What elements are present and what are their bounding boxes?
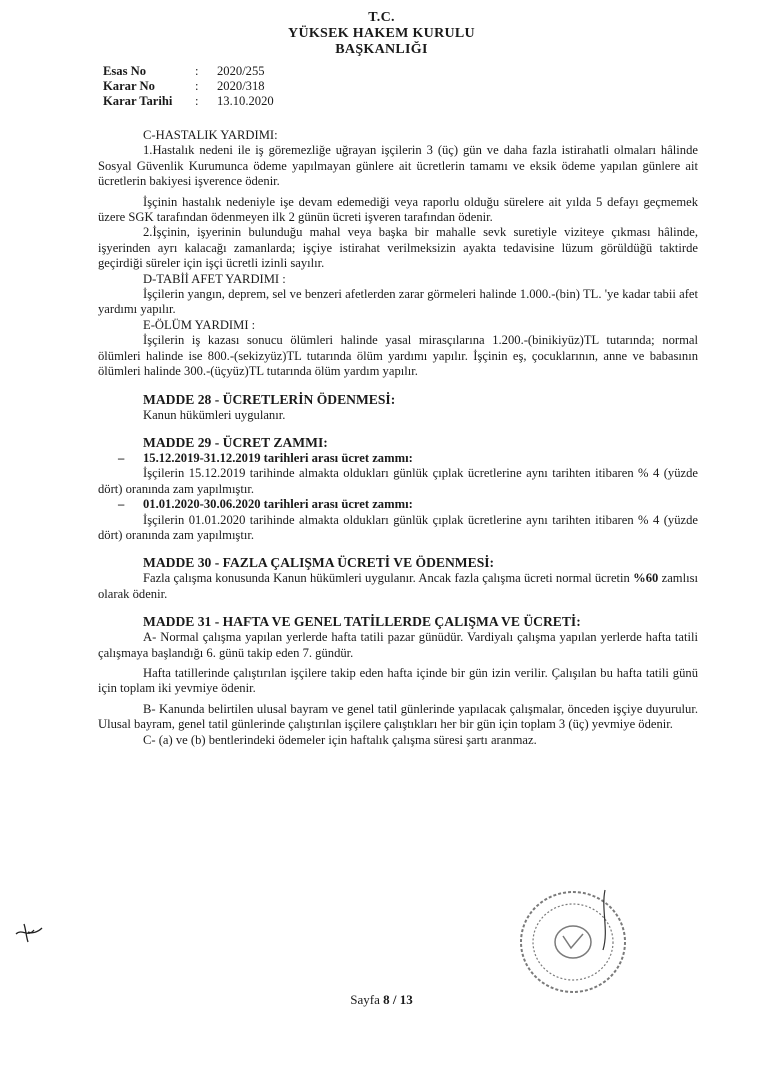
text-bold: %60 xyxy=(633,571,659,586)
meta-sep: : xyxy=(195,64,199,78)
paragraph: İşçinin hastalık nedeniyle işe devam edemediği veya raporlu olduğu sürelere ait yılda 5 defayı geçmemek üzere SGK tarafından ödenmeyen ilk 2 günün ücreti işveren tarafından ödenir. xyxy=(98,194,698,225)
header-tc: T.C. xyxy=(368,10,395,25)
case-meta xyxy=(103,64,274,109)
article-title-31: MADDE 31 - HAFTA VE GENEL TATİLLERDE ÇALIŞMA VE ÜCRETİ: xyxy=(143,614,581,630)
item-heading: 01.01.2020-30.06.2020 tarihleri arası ücret zammı: xyxy=(143,497,413,512)
meta-value: 2020/255 xyxy=(217,64,265,78)
text-part: Fazla çalışma konusunda Kanun hükümleri uygulanır. Ancak fazla çalışma ücreti normal ücretin xyxy=(143,571,634,586)
document-body xyxy=(98,128,698,748)
article-title-29: MADDE 29 - ÜCRET ZAMMI: xyxy=(143,434,328,450)
section-heading-e: E-ÖLÜM YARDIMI : xyxy=(143,317,256,332)
paragraph: İşçilerin 15.12.2019 tarihinde almakta oldukları günlük çıplak ücretlerine aynı tarihten itibaren % 4 (yüzde dört) oranında zam yapılmıştır. xyxy=(98,466,698,496)
text-part: zamlısı olarak ödenir. xyxy=(98,571,698,601)
page-footer xyxy=(0,992,763,1008)
meta-sep: : xyxy=(195,94,199,108)
article-title-28: MADDE 28 - ÜCRETLERİN ÖDENMESİ: xyxy=(143,391,396,407)
initials-signature-icon xyxy=(14,922,44,944)
list-item xyxy=(98,451,698,466)
meta-value: 2020/318 xyxy=(217,79,265,93)
dash-bullet: – xyxy=(118,450,125,465)
article-title-30: MADDE 30 - FAZLA ÇALIŞMA ÜCRETİ VE ÖDENMESİ: xyxy=(143,555,495,571)
paragraph: Hafta tatillerinde çalıştırılan işçilere takip eden hafta içinde bir gün izin verilir. Çalışılan bu hafta tatili günü için toplam iki yevmiye ödenir. xyxy=(98,665,698,696)
meta-label: Karar Tarihi xyxy=(103,94,173,108)
page-current: 8 xyxy=(383,992,390,1007)
meta-row-tarih xyxy=(103,94,274,109)
item-heading: 15.12.2019-31.12.2019 tarihleri arası ücret zammı: xyxy=(143,450,413,465)
header-institution: YÜKSEK HAKEM KURULU xyxy=(288,26,475,41)
page-total: 13 xyxy=(399,992,413,1007)
document-header xyxy=(0,10,763,58)
paragraph: İşçilerin iş kazası sonucu ölümleri halinde yasal mirasçılarına 1.200.-(binikiyüz)TL tutarında; normal ölümleri halinde ise 800.-(sekizyüz)TL tutarında ölüm yardımı yapılır. İşçinin eş, çocuklarının, anne ve babasının ölümleri halinde 300.-(üçyüz)TL tutarında ölüm yardım yapılır. xyxy=(98,333,698,379)
paragraph: Kanun hükümleri uygulanır. xyxy=(143,407,286,422)
paragraph: İşçilerin 01.01.2020 tarihinde almakta oldukları günlük çıplak ücretlerine aynı tarihten itibaren % 4 (yüzde dört) oranında zam yapılmıştır. xyxy=(98,512,698,542)
paragraph: İşçilerin yangın, deprem, sel ve benzeri afetlerden zarar görmeleri halinde 1.000.-(bin) TL. 'ye kadar tabii afet yardımı yapılır. xyxy=(98,287,698,317)
paragraph: B- Kanunda belirtilen ulusal bayram ve genel tatil günlerinde yapılacak çalışmalar, önceden işçiye duyurulur. Ulusal bayram, genel tatil günlerinde çalıştırılan işçilere çalıştıkları her bir gün için toplam 3 (üç) yevmiye ödenir. xyxy=(98,701,698,732)
page-prefix: Sayfa xyxy=(350,992,384,1007)
paragraph: A- Normal çalışma yapılan yerlerde hafta tatili pazar günüdür. Vardiyalı çalışma yapılan yerlerde hafta tatili çalışmaya başlandığı 6. günü takip eden 7. gündür. xyxy=(98,630,698,660)
meta-label: Karar No xyxy=(103,79,155,93)
meta-sep: : xyxy=(195,79,199,93)
dash-bullet: – xyxy=(118,497,125,512)
meta-label: Esas No xyxy=(103,64,147,78)
paragraph: C- (a) ve (b) bentlerindeki ödemeler için haftalık çalışma süresi şartı aranmaz. xyxy=(143,732,537,747)
list-item xyxy=(98,497,698,512)
header-department: BAŞKANLIĞI xyxy=(335,42,428,57)
section-heading-c: C-HASTALIK YARDIMI: xyxy=(143,128,278,142)
meta-row-esas xyxy=(103,64,274,79)
meta-value: 13.10.2020 xyxy=(217,94,274,108)
paragraph: 1.Hastalık nedeni ile iş göremezliğe uğrayan işçilerin 3 (üç) gün ve daha fazla istirahatli olmaları hâlinde Sosyal Güvenlik Kurumunca ödeme yapılmayan günlere ait ücretlerin tamamı ve eksik ödeme yapılan günlere ait ücretlerin bakiyesi işverence ödenir. xyxy=(98,143,698,189)
page-divider: / xyxy=(389,992,400,1007)
meta-row-karar xyxy=(103,79,274,94)
official-stamp-icon xyxy=(505,880,635,1000)
paragraph: 2.İşçinin, işyerinin bulunduğu mahal veya başka bir mahalle sevk suretiyle viziteye çıkması hâlinde, işyerinden ayrı kalacağı zamanlarda; işçiye istirahat verilmeksizin ayakta tedavisine lüzum görüldüğü taktirde geçirdiği süreler için işçi ücretli izinli sayılır. xyxy=(98,225,698,271)
section-heading-d: D-TABİİ AFET YARDIMI : xyxy=(143,271,286,286)
paragraph xyxy=(98,571,698,602)
